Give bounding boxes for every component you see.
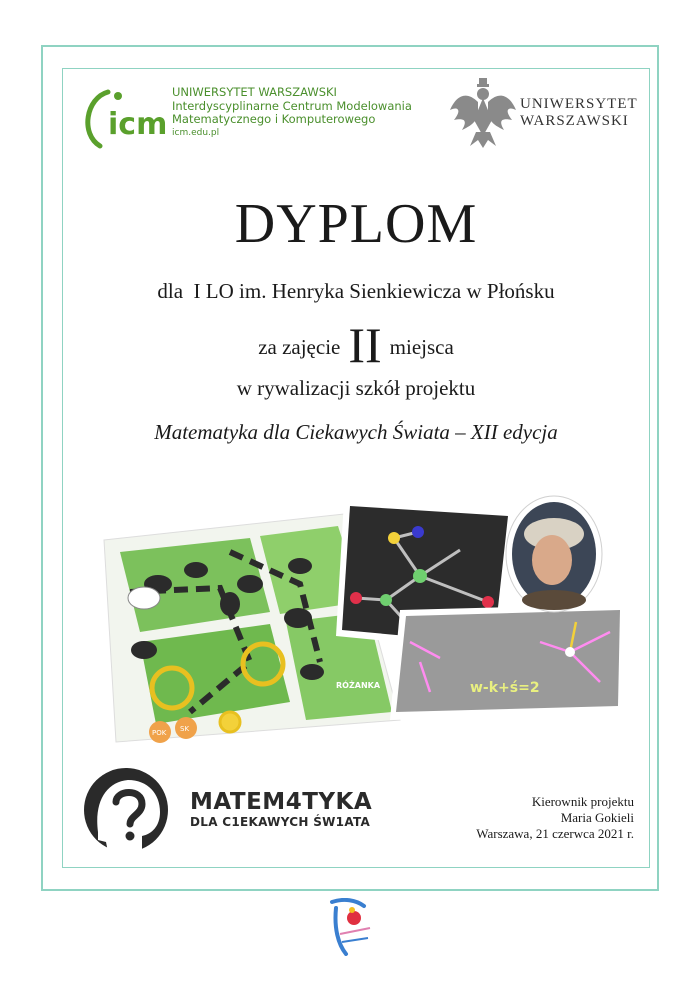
- icm-line3: Matematycznego i Komputerowego: [172, 112, 376, 126]
- competition-line: w rywalizacji szkół projektu: [236, 376, 476, 400]
- uw-eagle-icon: [448, 76, 518, 150]
- map-label-rozanka: RÓŻANKA: [336, 681, 381, 690]
- mdc-logo-text: [190, 789, 372, 830]
- mdc-title: MATEM4TYKA: [190, 789, 373, 815]
- mdc-head-logo: [76, 762, 176, 862]
- recipient-line: dla I LO im. Henryka Sienkiewicza w Płońsku: [157, 279, 555, 303]
- uw-line1: UNIWERSYTET: [520, 96, 638, 112]
- icm-mark: icm: [108, 107, 168, 142]
- place-line: [62, 316, 650, 374]
- place-number: II: [348, 317, 382, 373]
- icm-line2: Interdyscyplinarne Centrum Modelowania: [172, 98, 412, 113]
- icm-url: icm.edu.pl: [172, 127, 220, 138]
- diploma-title: DYPLOM: [234, 193, 478, 255]
- signature-block: [440, 794, 634, 842]
- uw-line2: WARSZAWSKI: [520, 113, 629, 129]
- bottom-small-logo: [326, 898, 378, 956]
- illustration-collage: [100, 492, 640, 744]
- icm-logo: [78, 84, 170, 150]
- signature-role: Kierownik projektu: [531, 794, 634, 809]
- mdc-subtitle: DLA C1EKAWYCH ŚW1ATA: [190, 815, 371, 829]
- project-name: Matematyka dla Ciekawych Świata – XII edycja: [154, 420, 558, 444]
- uw-logo-text: [520, 96, 638, 130]
- place-suffix: miejsca: [389, 335, 454, 359]
- icm-logo-text: [172, 86, 412, 140]
- formula-panel: [390, 604, 626, 720]
- signature-place-date: Warszawa, 21 czerwca 2021 r.: [476, 826, 634, 841]
- map-label-pok: POK: [152, 729, 167, 737]
- place-prefix: za zajęcie: [258, 335, 341, 359]
- inner-frame: [62, 68, 650, 868]
- map-label-sk: SK: [180, 725, 190, 733]
- icm-line1: UNIWERSYTET WARSZAWSKI: [172, 85, 337, 99]
- signature-name: Maria Gokieli: [560, 810, 634, 825]
- euler-formula: w-k+ś=2: [470, 680, 540, 696]
- euler-portrait: [506, 496, 602, 612]
